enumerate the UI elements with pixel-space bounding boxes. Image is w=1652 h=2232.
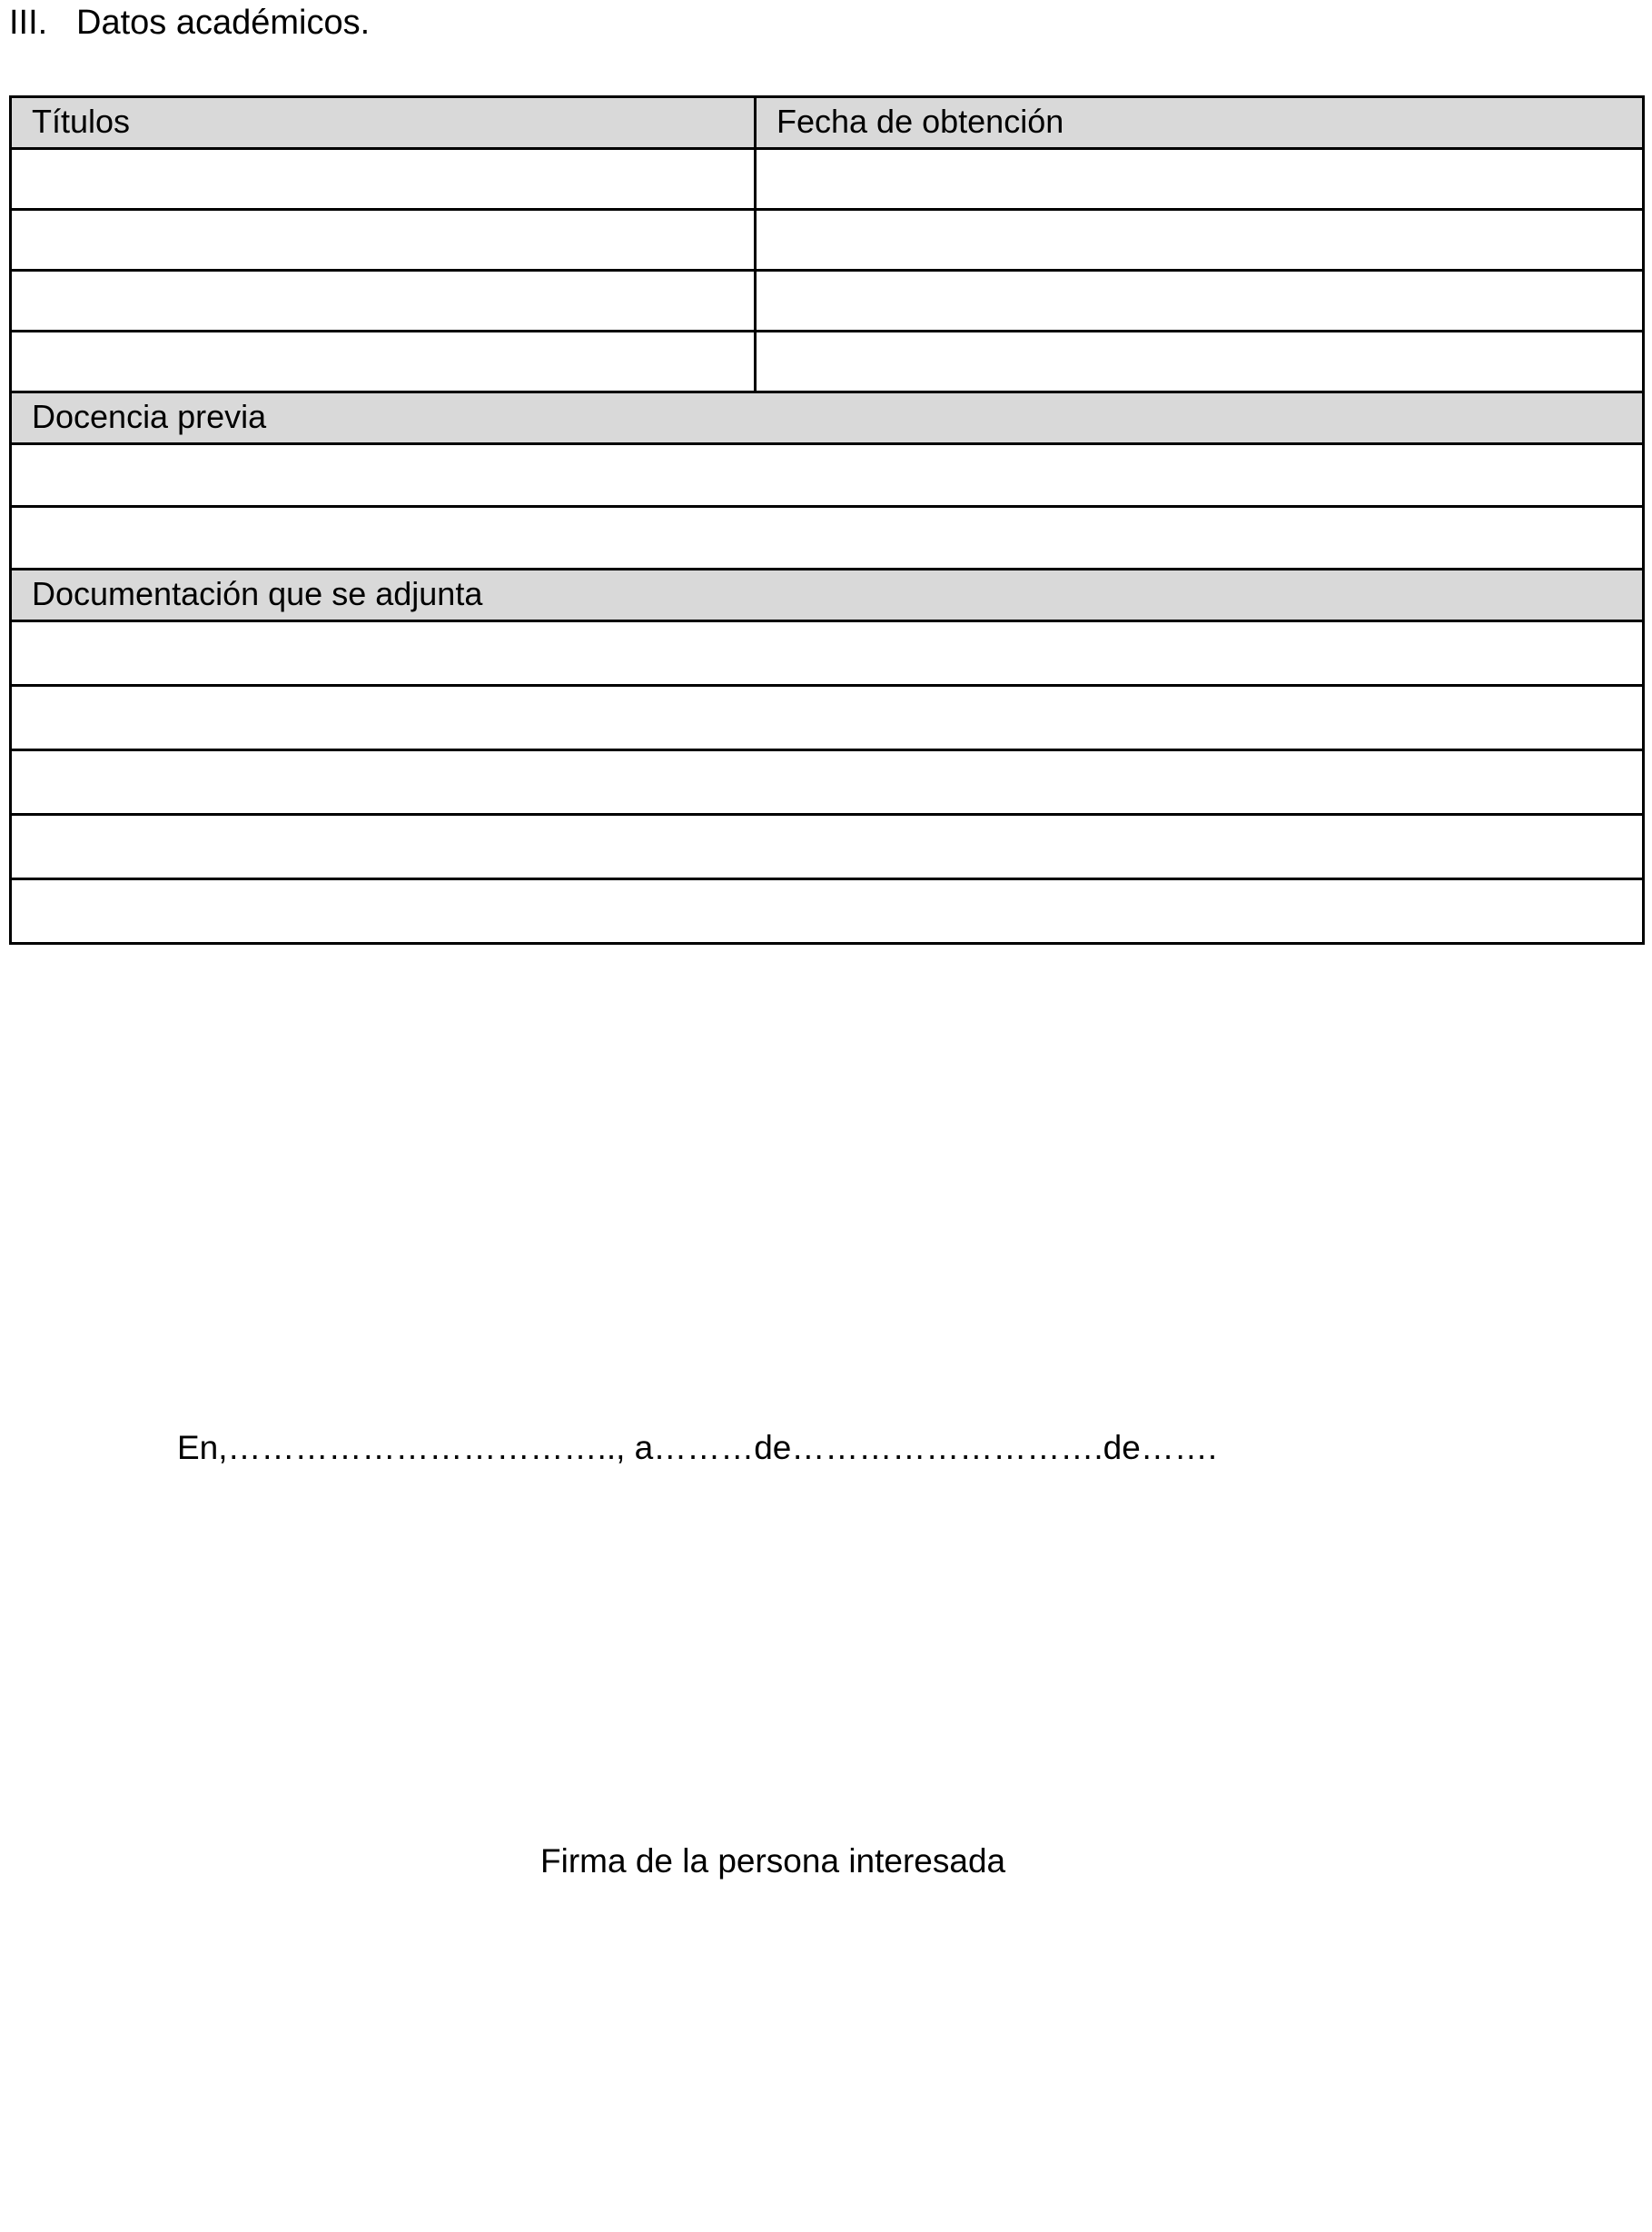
section-title: Datos académicos. bbox=[76, 4, 371, 42]
attached-documentation-entry-field[interactable] bbox=[11, 750, 1644, 815]
attached-documentation-entry-field[interactable] bbox=[11, 815, 1644, 879]
title-entry-field[interactable] bbox=[11, 149, 756, 210]
prior-teaching-entry-field[interactable] bbox=[11, 507, 1644, 570]
table-row bbox=[11, 686, 1644, 750]
attached-documentation-entry-field[interactable] bbox=[11, 686, 1644, 750]
header-label-titles: Títulos bbox=[32, 103, 131, 140]
prior-teaching-entry-field[interactable] bbox=[11, 444, 1644, 507]
table-row bbox=[11, 507, 1644, 570]
date-entry-field[interactable] bbox=[756, 332, 1644, 392]
table-row bbox=[11, 332, 1644, 392]
table-row bbox=[11, 621, 1644, 686]
title-entry-field[interactable] bbox=[11, 271, 756, 332]
date-entry-field[interactable] bbox=[756, 210, 1644, 271]
attached-documentation-entry-field[interactable] bbox=[11, 621, 1644, 686]
attached-documentation-label: Documentación que se adjunta bbox=[32, 575, 483, 612]
place-date-line: En,…………………………….., a………de……………………….de……. bbox=[177, 1429, 1218, 1466]
header-label-date-obtained: Fecha de obtención bbox=[777, 103, 1064, 140]
header-cell-titles bbox=[11, 97, 756, 149]
table-row bbox=[11, 210, 1644, 271]
table-row bbox=[11, 271, 1644, 332]
section-numeral: III. bbox=[9, 4, 48, 42]
table-row bbox=[11, 879, 1644, 944]
table-row bbox=[11, 444, 1644, 507]
prior-teaching-band-cell bbox=[11, 392, 1644, 444]
attached-documentation-entry-field[interactable] bbox=[11, 879, 1644, 944]
attached-documentation-band-row bbox=[11, 570, 1644, 621]
table-row bbox=[11, 149, 1644, 210]
date-entry-field[interactable] bbox=[756, 271, 1644, 332]
table-row bbox=[11, 750, 1644, 815]
signature-caption: Firma de la persona interesada bbox=[540, 1842, 1006, 1880]
table-row bbox=[11, 815, 1644, 879]
header-cell-date-obtained bbox=[756, 97, 1644, 149]
attached-documentation-band-cell bbox=[11, 570, 1644, 621]
prior-teaching-label: Docencia previa bbox=[32, 398, 267, 435]
prior-teaching-band-row bbox=[11, 392, 1644, 444]
date-entry-field[interactable] bbox=[756, 149, 1644, 210]
table-header-row bbox=[11, 97, 1644, 149]
title-entry-field[interactable] bbox=[11, 210, 756, 271]
section-heading bbox=[9, 2, 917, 44]
title-entry-field[interactable] bbox=[11, 332, 756, 392]
academic-data-table bbox=[9, 95, 1645, 945]
